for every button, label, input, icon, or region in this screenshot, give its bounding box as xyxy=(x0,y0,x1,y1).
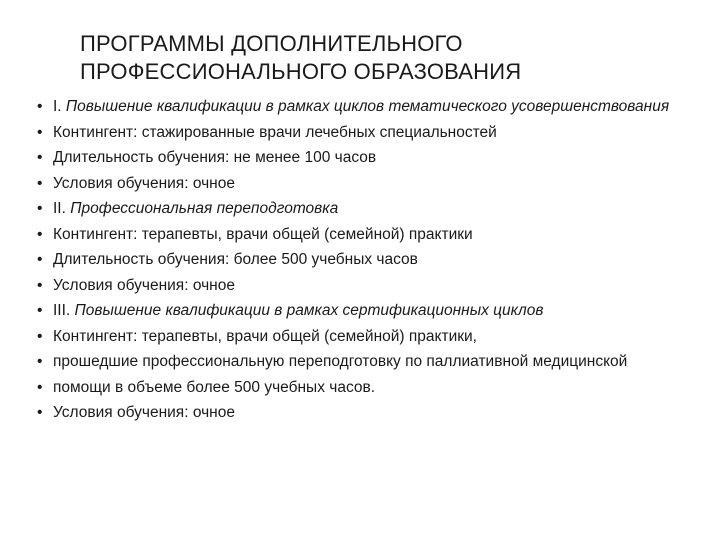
item-text: помощи в объеме более 500 учебных часов. xyxy=(53,378,376,396)
bullet-icon: • xyxy=(37,302,43,319)
bullet-icon: • xyxy=(37,404,43,421)
item-text: Повышение квалификации в рамках сертификационных циклов xyxy=(74,302,544,319)
item-text: Контингент: терапевты, врачи общей (семейной) практики, xyxy=(53,327,477,345)
bullet-icon: • xyxy=(37,225,43,243)
list-item xyxy=(33,328,703,345)
bullet-icon: • xyxy=(37,149,43,166)
item-text: Контингент: терапевты, врачи общей (семейной) практики xyxy=(53,225,473,243)
list-item xyxy=(33,175,703,192)
list-item xyxy=(33,404,703,421)
bullet-icon: • xyxy=(37,174,43,192)
bullet-icon: • xyxy=(37,123,43,141)
list-item xyxy=(33,200,703,217)
slide-title xyxy=(80,30,680,86)
item-text: Условия обучения: очное xyxy=(53,276,235,294)
item-prefix: II. xyxy=(53,200,71,217)
list-item xyxy=(33,251,703,268)
list-item xyxy=(33,353,703,370)
item-text: Условия обучения: очное xyxy=(53,174,235,192)
item-text: Повышение квалификации в рамках циклов тематического усовершенствования xyxy=(65,98,670,115)
item-prefix: III. xyxy=(53,302,75,319)
item-text: Контингент: стажированные врачи лечебных специальностей xyxy=(53,123,497,141)
bullet-icon: • xyxy=(37,200,43,217)
bullet-icon: • xyxy=(37,251,43,268)
list-item xyxy=(33,124,703,141)
item-text: Длительность обучения: более 500 учебных часов xyxy=(53,251,418,268)
list-item xyxy=(33,226,703,243)
bullet-icon: • xyxy=(37,378,43,396)
bullet-icon: • xyxy=(37,276,43,294)
item-text: Длительность обучения: не менее 100 часов xyxy=(53,149,377,166)
list-item xyxy=(33,379,703,396)
bullet-icon: • xyxy=(37,327,43,345)
bullet-list xyxy=(33,98,703,430)
slide-title-line-2: ПРОФЕССИОНАЛЬНОГО ОБРАЗОВАНИЯ xyxy=(80,59,522,84)
list-item xyxy=(33,277,703,294)
list-item xyxy=(33,302,703,319)
list-item xyxy=(33,98,703,115)
item-text: Профессиональная переподготовка xyxy=(70,200,339,217)
item-text: Условия обучения: очное xyxy=(53,404,235,421)
bullet-icon: • xyxy=(37,353,43,370)
item-text: прошедшие профессиональную переподготовку по паллиативной медицинской xyxy=(53,353,628,370)
item-prefix: I. xyxy=(53,98,66,115)
list-item xyxy=(33,149,703,166)
slide-title-line-1: ПРОГРАММЫ ДОПОЛНИТЕЛЬНОГО xyxy=(80,31,463,56)
bullet-icon: • xyxy=(37,98,43,115)
